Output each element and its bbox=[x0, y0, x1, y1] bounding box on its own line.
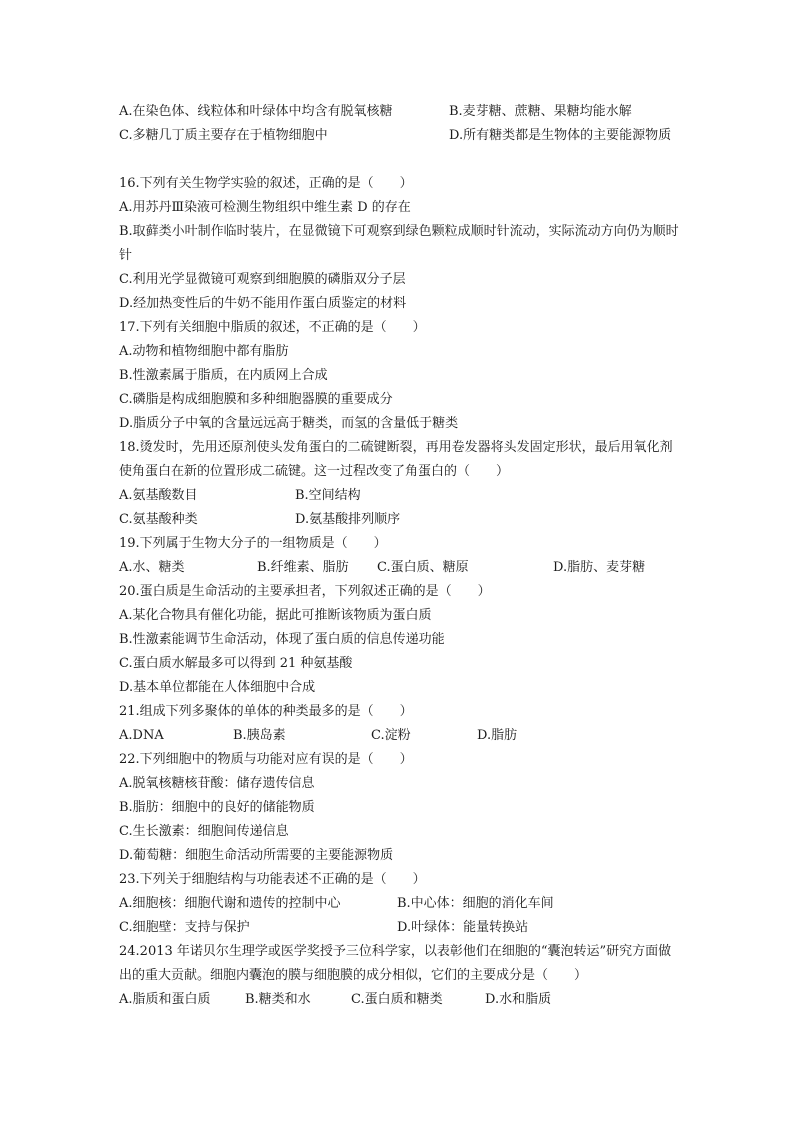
q22-option-c: C.生长激素：细胞间传递信息 bbox=[119, 824, 289, 839]
q18-options-row1 bbox=[119, 484, 679, 508]
q16-option-c: C.利用光学显微镜可观察到细胞膜的磷脂双分子层 bbox=[119, 272, 406, 287]
q21-option-d: D.脂肪 bbox=[477, 728, 518, 743]
q24-option-a: A.脂质和蛋白质 bbox=[119, 992, 211, 1007]
q24-options-row bbox=[119, 988, 679, 1012]
q19-option-b: B.纤维素、脂肪 bbox=[257, 560, 349, 575]
spacer bbox=[119, 148, 679, 172]
q21-option-a: A.DNA bbox=[119, 728, 164, 743]
q16-option-b: B.取藓类小叶制作临时装片，在显微镜下可观察到绿色颗粒成顺时针流动，实际流动方向仍为顺时针 bbox=[119, 224, 679, 263]
q15-options-row2 bbox=[119, 124, 679, 148]
q21-option-b: B.胰岛素 bbox=[233, 728, 286, 743]
q20-option-a: A.某化合物具有催化功能，据此可推断该物质为蛋白质 bbox=[119, 608, 432, 623]
q20-option-b: B.性激素能调节生命活动，体现了蛋白质的信息传递功能 bbox=[119, 632, 445, 647]
q23-option-c: C.细胞壁：支持与保护 bbox=[119, 920, 250, 935]
q20-stem: 20.蛋白质是生命活动的主要承担者，下列叙述正确的是（ ） bbox=[119, 584, 491, 599]
q24-option-d: D.水和脂质 bbox=[485, 992, 552, 1007]
q23-options-row1 bbox=[119, 892, 679, 916]
q15-option-b: B.麦芽糖、蔗糖、果糖均能水解 bbox=[449, 104, 632, 119]
q20-option-c: C.蛋白质水解最多可以得到 21 种氨基酸 bbox=[119, 656, 353, 671]
q17-option-d: D.脂质分子中氧的含量远远高于糖类，而氢的含量低于糖类 bbox=[119, 416, 459, 431]
q19-option-a: A.水、糖类 bbox=[119, 560, 185, 575]
q18-option-b: B.空间结构 bbox=[295, 488, 361, 503]
q24-stem: 24.2013 年诺贝尔生理学或医学奖授予三位科学家，以表彰他们在细胞的“囊泡转运”研究方面做出的重大贡献。细胞内囊泡的膜与细胞膜的成分相似，它们的主要成分是（ ） bbox=[119, 944, 672, 983]
q21-options-row bbox=[119, 724, 679, 748]
q18-options-row2 bbox=[119, 508, 679, 532]
q16-option-d: D.经加热变性后的牛奶不能用作蛋白质鉴定的材料 bbox=[119, 296, 407, 311]
q22-option-d: D.葡萄糖：细胞生命活动所需要的主要能源物质 bbox=[119, 848, 394, 863]
q17-option-a: A.动物和植物细胞中都有脂肪 bbox=[119, 344, 289, 359]
q18-option-c: C.氨基酸种类 bbox=[119, 512, 198, 527]
q17-option-b: B.性激素属于脂质，在内质网上合成 bbox=[119, 368, 328, 383]
q18-stem: 18.烫发时，先用还原剂使头发角蛋白的二硫键断裂，再用卷发器将头发固定形状，最后用氧化剂使角蛋白在新的位置形成二硫键。这一过程改变了角蛋白的（ ） bbox=[119, 440, 673, 479]
q22-stem: 22.下列细胞中的物质与功能对应有误的是（ ） bbox=[119, 752, 413, 767]
q15-option-a: A.在染色体、线粒体和叶绿体中均含有脱氧核糖 bbox=[119, 104, 393, 119]
q19-option-c: C.蛋白质、糖原 bbox=[377, 560, 469, 575]
q18-option-d: D.氨基酸排列顺序 bbox=[295, 512, 401, 527]
q21-option-c: C.淀粉 bbox=[371, 728, 411, 743]
q19-options-row bbox=[119, 556, 679, 580]
q17-option-c: C.磷脂是构成细胞膜和多种细胞器膜的重要成分 bbox=[119, 392, 393, 407]
q16-option-a: A.用苏丹Ⅲ染液可检测生物组织中维生素 D 的存在 bbox=[119, 200, 411, 215]
q20-option-d: D.基本单位都能在人体细胞中合成 bbox=[119, 680, 316, 695]
q23-option-b: B.中心体：细胞的消化车间 bbox=[397, 896, 554, 911]
q22-option-a: A.脱氧核糖核苷酸：储存遗传信息 bbox=[119, 776, 315, 791]
q23-option-a: A.细胞核：细胞代谢和遗传的控制中心 bbox=[119, 896, 341, 911]
question-list bbox=[119, 100, 679, 1012]
q15-options-row1 bbox=[119, 100, 679, 124]
q22-option-b: B.脂肪：细胞中的良好的储能物质 bbox=[119, 800, 315, 815]
q23-stem: 23.下列关于细胞结构与功能表述不正确的是（ ） bbox=[119, 872, 426, 887]
q24-option-c: C.蛋白质和糖类 bbox=[351, 992, 443, 1007]
q24-option-b: B.糖类和水 bbox=[245, 992, 311, 1007]
q23-options-row2 bbox=[119, 916, 679, 940]
q15-option-d: D.所有糖类都是生物体的主要能源物质 bbox=[449, 128, 672, 143]
q17-stem: 17.下列有关细胞中脂质的叙述，不正确的是（ ） bbox=[119, 320, 426, 335]
q23-option-d: D.叶绿体：能量转换站 bbox=[397, 920, 529, 935]
q18-option-a: A.氨基酸数目 bbox=[119, 488, 198, 503]
q16-stem: 16.下列有关生物学实验的叙述，正确的是（ ） bbox=[119, 176, 413, 191]
q21-stem: 21.组成下列多聚体的单体的种类最多的是（ ） bbox=[119, 704, 413, 719]
q19-option-d: D.脂肪、麦芽糖 bbox=[553, 560, 646, 575]
q15-option-c: C.多糖几丁质主要存在于植物细胞中 bbox=[119, 128, 328, 143]
q19-stem: 19.下列属于生物大分子的一组物质是（ ） bbox=[119, 536, 387, 551]
